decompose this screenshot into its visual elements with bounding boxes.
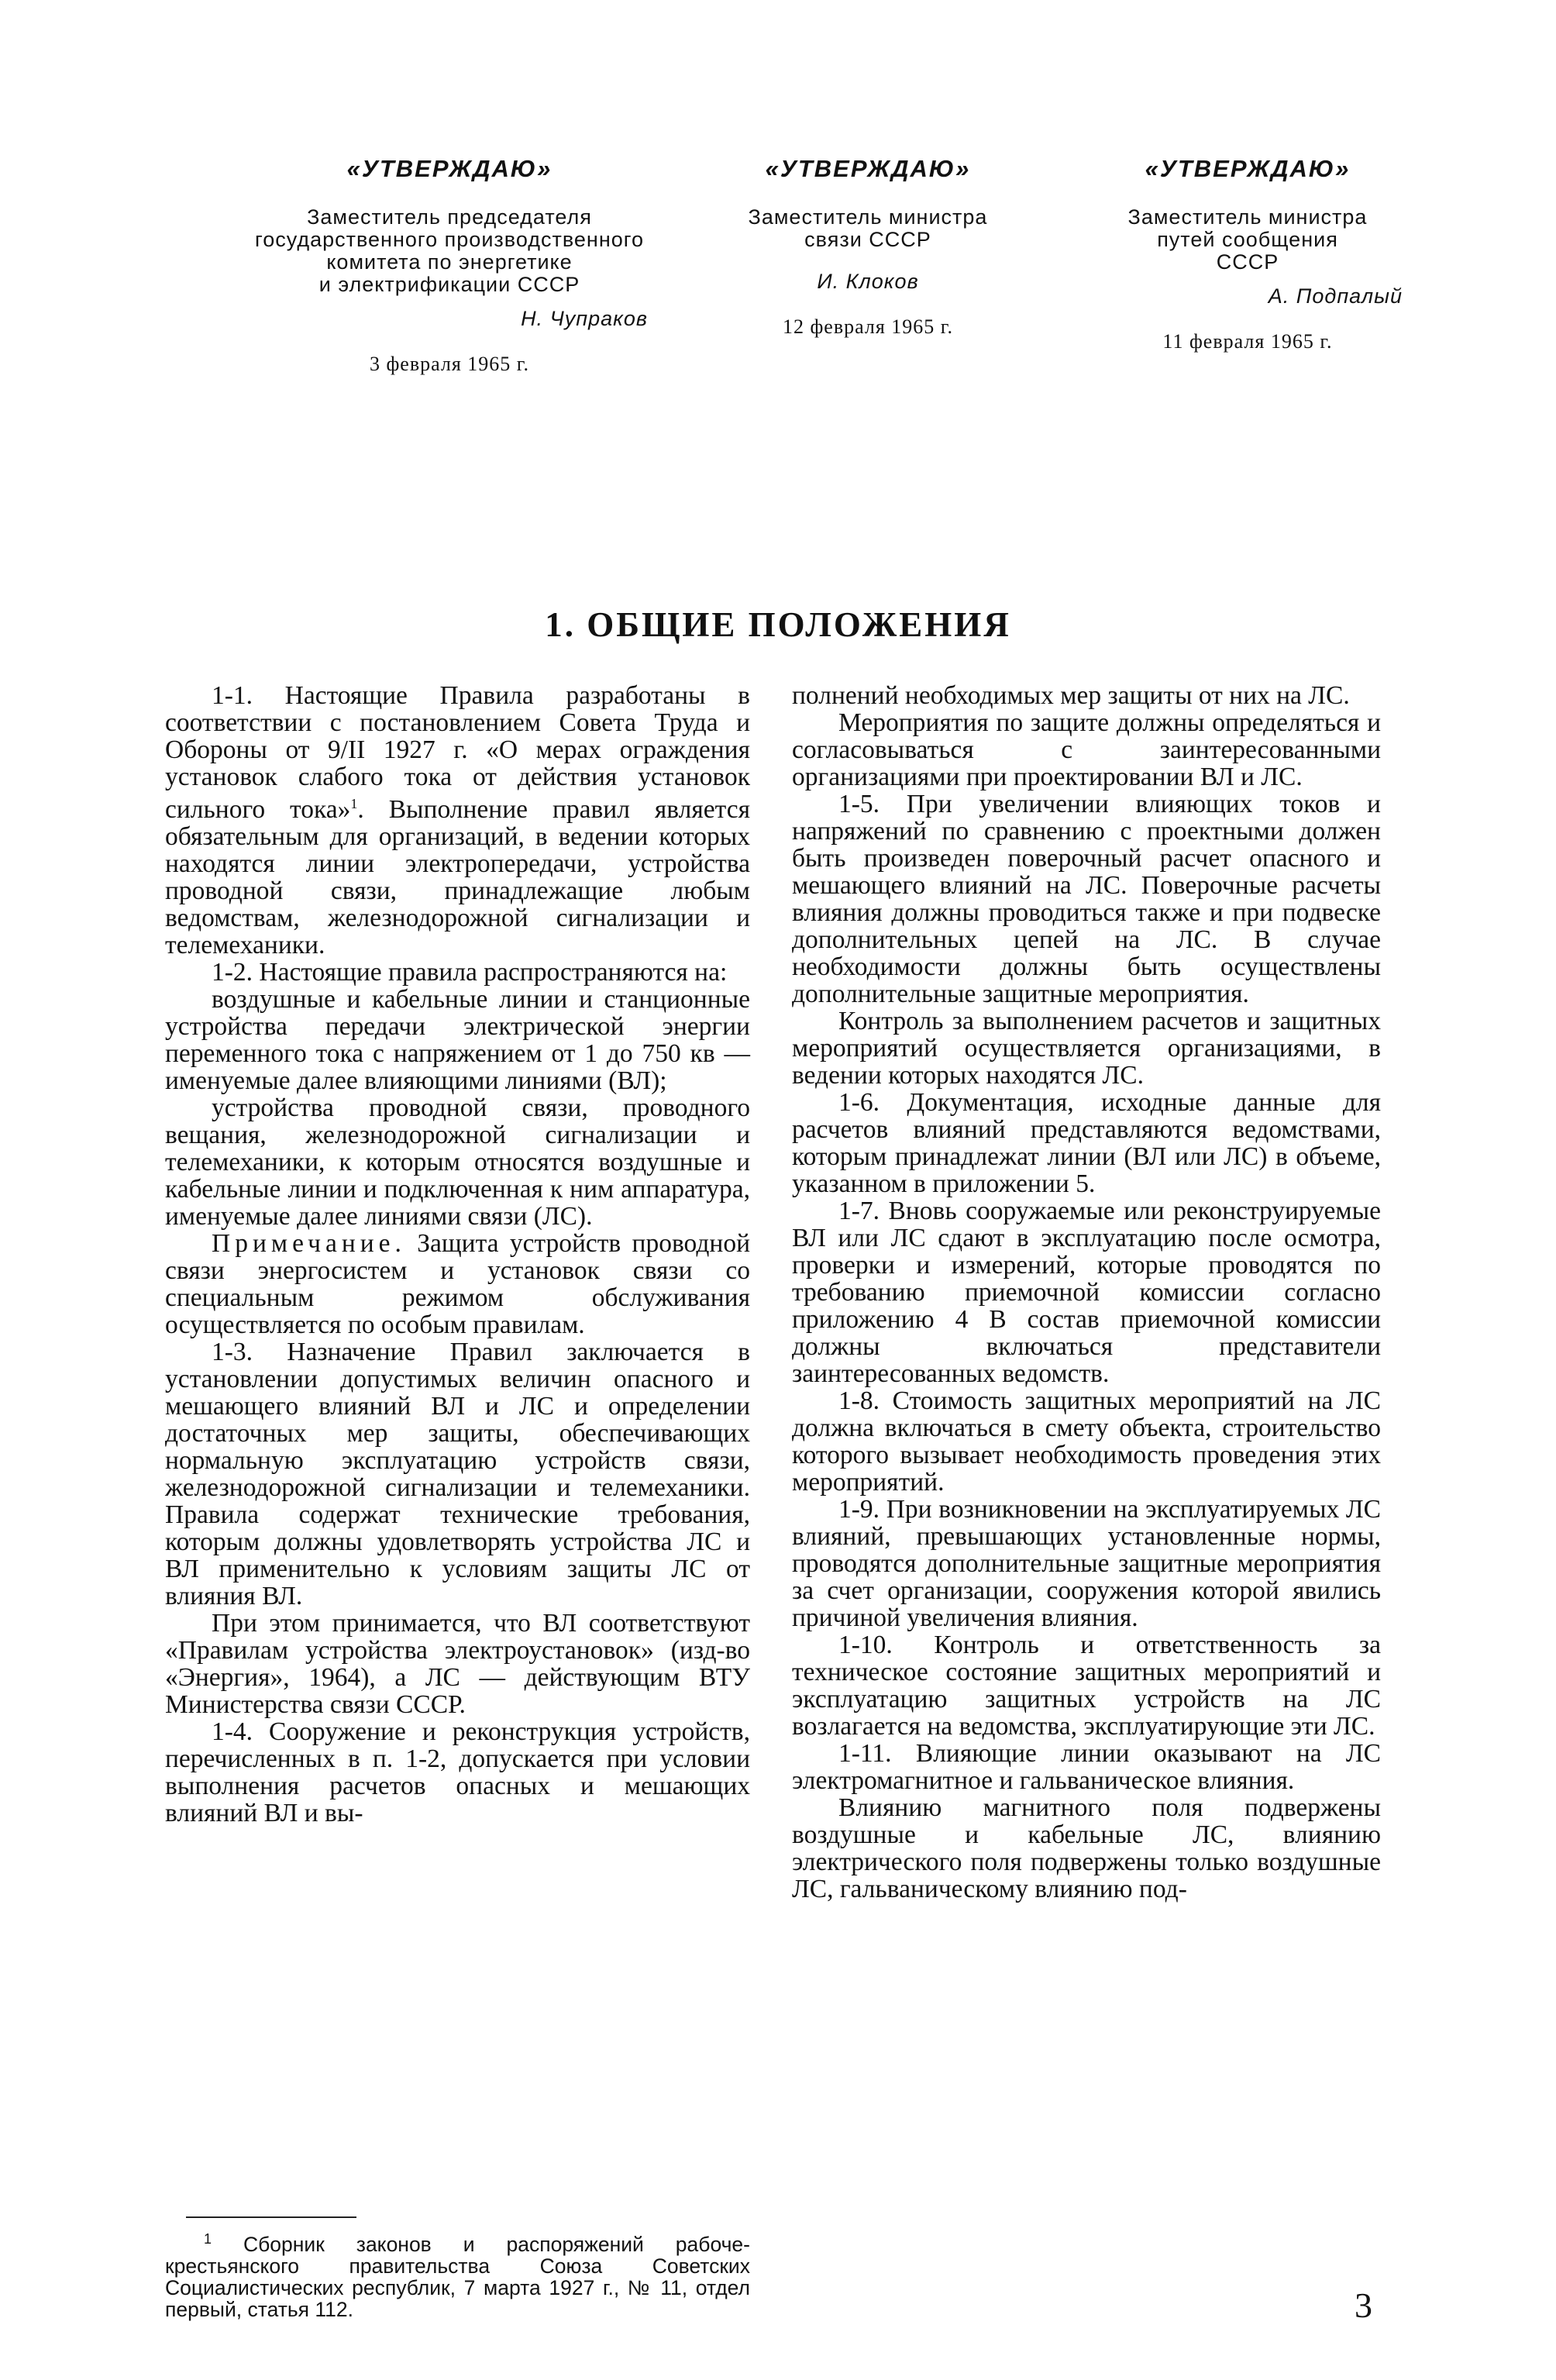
paragraph: 1-10. Контроль и ответственность за техническое состояние защитных мероприятий и эксплуатацию защитных устройств на ЛС возлагается на ведомства, эксплуатирующие эти ЛС. bbox=[792, 1631, 1381, 1741]
paragraph: воздушные и кабельные линии и станционные устройства передачи электрической энергии переменного тока с напряжением от 1 до 750 кв — именуемые далее влияющими линиями (ВЛ); bbox=[165, 985, 750, 1096]
approval-position: Заместитель председателя государственного производственного комитета по энергетике и электрификации СССР bbox=[254, 205, 645, 296]
approval-heading: «УТВЕРЖДАЮ» bbox=[1145, 155, 1351, 182]
paragraph: 1-9. При возникновении на эксплуатируемых ЛС влияний, превышающих установленные нормы, проводятся дополнительные защитные мероприятия за счет организации, сооружения которой явились причиной увеличения влияния. bbox=[792, 1495, 1381, 1632]
approval-energy bbox=[248, 155, 651, 376]
paragraph: 1-3. Назначение Правил заключается в установлении допустимых величин опасного и мешающего влияний ВЛ и ЛС и определении достаточных мер защиты, обеспечивающих нормальную эксплуатацию устройств связи, железнодорожной сигнализации и телемеханики. Правила содержат технические требования, которым должны удовлетворять устройства ЛС и ВЛ применительно к условиям защиты ЛС от влияния ВЛ. bbox=[165, 1338, 750, 1611]
paragraph: 1-11. Влияющие линии оказывают на ЛС электромагнитное и гальваническое влияния. bbox=[792, 1739, 1381, 1795]
approval-signer: А. Подпалый bbox=[1268, 284, 1403, 308]
approval-heading: «УТВЕРЖДАЮ» bbox=[765, 155, 971, 182]
footnote-number: 1 bbox=[204, 2231, 212, 2247]
approval-date: 12 февраля 1965 г. bbox=[782, 315, 954, 338]
approval-signer: И. Клоков bbox=[817, 270, 919, 293]
note-paragraph: Примечание. Защита устройств проводной связи энергосистем и установок связи со специальным режимом обслуживания осуществляется по особым правилам. bbox=[165, 1229, 750, 1340]
approval-block bbox=[0, 155, 1556, 387]
approval-date: 11 февраля 1965 г. bbox=[1162, 330, 1333, 353]
paragraph: Влиянию магнитного поля подвержены воздушные и кабельные ЛС, влиянию электрического поля подвержены только воздушные ЛС, гальваническому влиянию под- bbox=[792, 1793, 1381, 1903]
approval-communications bbox=[713, 155, 1023, 339]
approval-heading: «УТВЕРЖДАЮ» bbox=[346, 155, 553, 182]
page-number: 3 bbox=[1355, 2285, 1372, 2325]
paragraph: 1-7. Вновь сооружаемые или реконструируемые ВЛ или ЛС сдают в эксплуатацию после осмотра, проверки и измерений, которые проводятся по требованию приемочной комиссии согласно приложению 4 В состав приемочной комиссии должны включаться представители заинтересованных ведомств. bbox=[792, 1197, 1381, 1388]
paragraph: Контроль за выполнением расчетов и защитных мероприятий осуществляется организациями, в ведении которых находятся ЛС. bbox=[792, 1007, 1381, 1090]
paragraph: устройства проводной связи, проводного вещания, железнодорожной сигнализации и телемеханики, к которым относятся воздушные и кабельные линии и подключенная к ним аппаратура, именуемые далее линиями связи (ЛС). bbox=[165, 1094, 750, 1231]
footnote bbox=[165, 2228, 750, 2320]
paragraph: 1-4. Сооружение и реконструкция устройств, перечисленных в п. 1-2, допускается при условии выполнения расчетов опасных и мешающих влияний ВЛ и вы- bbox=[165, 1717, 750, 1828]
approval-position: Заместитель министра связи СССР bbox=[748, 205, 988, 251]
approval-signer: Н. Чупраков bbox=[521, 307, 648, 330]
paragraph: полнений необходимых мер защиты от них на ЛС. bbox=[792, 681, 1350, 710]
approval-position: Заместитель министра путей сообщения СССР bbox=[1127, 205, 1368, 274]
note-label: Примечание. bbox=[212, 1229, 406, 1259]
right-column bbox=[792, 682, 1381, 1903]
paragraph: 1-1. Настоящие Правила разработаны в соответствии с постановлением Совета Труда и Обороны от 9/II 1927 г. «О мерах ограждения установок слабого тока от действия установок сильного тока»$^1$. Выполнение правил является обязательным для организаций, в ведении которых находятся линии электропередачи, устройства проводной связи, принадлежащие любым ведомствам, железнодорожной сигнализации и телемеханики. bbox=[165, 681, 750, 960]
paragraph: 1-8. Стоимость защитных мероприятий на ЛС должна включаться в смету объекта, строительство которого вызывает необходимость проведения этих мероприятий. bbox=[792, 1386, 1381, 1497]
paragraph: 1-2. Настоящие правила распространяются на: bbox=[212, 958, 728, 987]
approval-date: 3 февраля 1965 г. bbox=[369, 353, 530, 375]
paragraph: При этом принимается, что ВЛ соответствуют «Правилам устройства электроустановок» (изд-во «Энергия», 1964), а ЛС — действующим ВТУ Министерства связи СССР. bbox=[165, 1609, 750, 1720]
footnote-marker[interactable]: 1 bbox=[350, 796, 358, 811]
approval-railways bbox=[1077, 155, 1418, 353]
footnote-divider bbox=[186, 2216, 356, 2218]
paragraph: Мероприятия по защите должны определяться и согласовываться с заинтересованными организациями при проектировании ВЛ и ЛС. bbox=[792, 708, 1381, 791]
footnote-text: Сборник законов и распоряжений рабоче-крестьянского правительства Союза Советских Социалистических республик, 7 марта 1927 г., № 11, отдел первый, статья 112. bbox=[165, 2232, 750, 2321]
left-column bbox=[165, 682, 750, 1827]
paragraph: 1-6. Документация, исходные данные для расчетов влияний представляются ведомствами, которым принадлежат линии (ВЛ или ЛС) в объеме, указанном в приложении 5. bbox=[792, 1088, 1381, 1198]
paragraph: 1-5. При увеличении влияющих токов и напряжений по сравнению с проектными должен быть произведен поверочный расчет опасного и мешающего влияний на ЛС. Поверочные расчеты влияния должны проводиться также и при подвеске дополнительных цепей на ЛС. В случае необходимости должны быть осуществлены дополнительные защитные мероприятия. bbox=[792, 790, 1381, 1008]
section-title: 1. ОБЩИЕ ПОЛОЖЕНИЯ bbox=[545, 605, 1011, 644]
